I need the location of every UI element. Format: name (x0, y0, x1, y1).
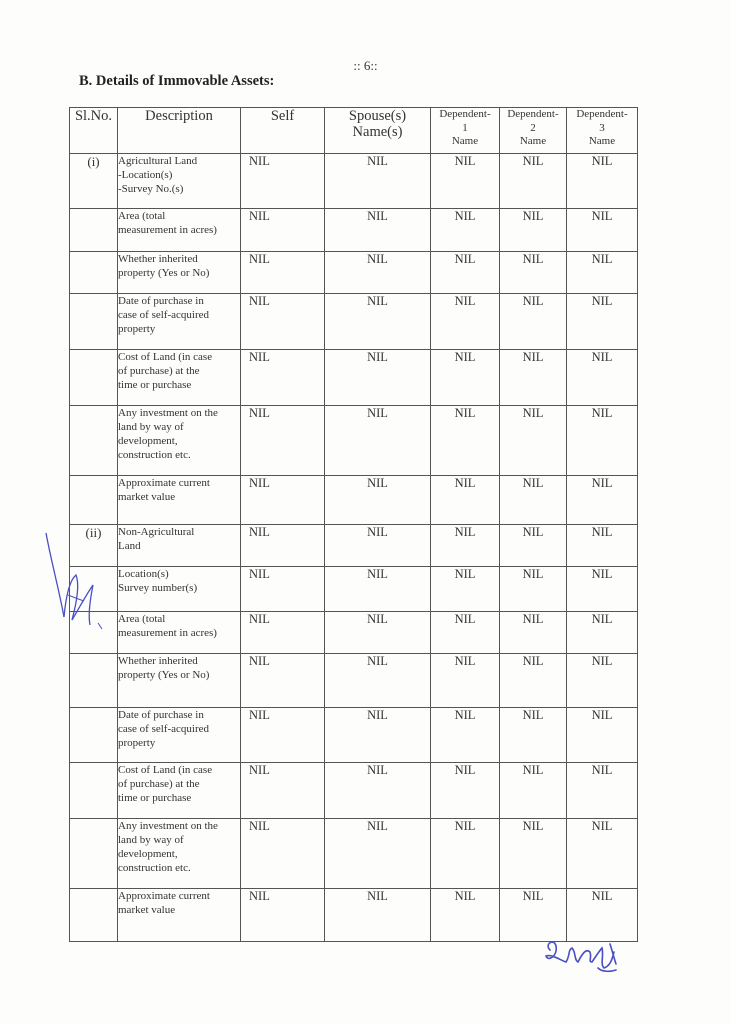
table-body (70, 154, 638, 942)
header-description: Description (118, 108, 241, 154)
table-row (70, 209, 638, 252)
value-spouse: NIL (325, 567, 431, 612)
value-dependent-3: NIL (567, 567, 638, 612)
row-description: Whether inherited property (Yes or No) (118, 252, 241, 294)
value-dependent-2: NIL (500, 406, 567, 476)
row-sl-no (70, 476, 118, 525)
value-dependent-3: NIL (567, 654, 638, 708)
value-dependent-2: NIL (500, 889, 567, 942)
value-spouse: NIL (325, 406, 431, 476)
row-description: Area (total measurement in acres) (118, 209, 241, 252)
value-dependent-2: NIL (500, 612, 567, 654)
value-spouse: NIL (325, 708, 431, 763)
value-self: NIL (241, 654, 325, 708)
value-dependent-3: NIL (567, 294, 638, 350)
row-sl-no (70, 350, 118, 406)
value-dependent-1: NIL (431, 612, 500, 654)
value-spouse: NIL (325, 350, 431, 406)
page-number: :: 6:: (353, 58, 378, 73)
table-row (70, 567, 638, 612)
header-dependent-2: Dependent- 2 Name (500, 108, 567, 154)
value-dependent-3: NIL (567, 476, 638, 525)
value-dependent-1: NIL (431, 654, 500, 708)
value-self: NIL (241, 350, 325, 406)
table-row (70, 654, 638, 708)
header-dependent-3: Dependent- 3 Name (567, 108, 638, 154)
value-self: NIL (241, 294, 325, 350)
value-dependent-3: NIL (567, 763, 638, 819)
value-dependent-3: NIL (567, 525, 638, 567)
value-dependent-1: NIL (431, 154, 500, 209)
row-description: Non-Agricultural Land (118, 525, 241, 567)
row-sl-no (70, 819, 118, 889)
value-self: NIL (241, 252, 325, 294)
value-spouse: NIL (325, 476, 431, 525)
value-spouse: NIL (325, 209, 431, 252)
value-dependent-1: NIL (431, 525, 500, 567)
value-dependent-2: NIL (500, 567, 567, 612)
value-dependent-3: NIL (567, 252, 638, 294)
value-dependent-1: NIL (431, 819, 500, 889)
value-dependent-1: NIL (431, 252, 500, 294)
value-spouse: NIL (325, 654, 431, 708)
table-row (70, 525, 638, 567)
row-sl-no (70, 294, 118, 350)
handwritten-signature (540, 930, 630, 975)
row-description: Any investment on the land by way of development, construction etc. (118, 819, 241, 889)
value-self: NIL (241, 612, 325, 654)
value-dependent-2: NIL (500, 654, 567, 708)
value-self: NIL (241, 567, 325, 612)
value-spouse: NIL (325, 294, 431, 350)
table-row (70, 350, 638, 406)
row-description: Cost of Land (in case of purchase) at the time or purchase (118, 763, 241, 819)
value-spouse: NIL (325, 525, 431, 567)
margin-initials-annotation (38, 525, 108, 645)
value-self: NIL (241, 406, 325, 476)
value-dependent-1: NIL (431, 763, 500, 819)
row-description: Approximate current market value (118, 476, 241, 525)
table-row (70, 819, 638, 889)
value-self: NIL (241, 209, 325, 252)
table-row (70, 252, 638, 294)
value-self: NIL (241, 819, 325, 889)
value-self: NIL (241, 763, 325, 819)
value-spouse: NIL (325, 763, 431, 819)
section-title: B. Details of Immovable Assets: (79, 73, 275, 89)
table-row (70, 406, 638, 476)
value-dependent-1: NIL (431, 889, 500, 942)
value-dependent-2: NIL (500, 252, 567, 294)
row-sl-no: (i) (70, 154, 118, 209)
row-description: Any investment on the land by way of development, construction etc. (118, 406, 241, 476)
row-sl-no (70, 406, 118, 476)
value-dependent-2: NIL (500, 763, 567, 819)
value-spouse: NIL (325, 154, 431, 209)
table-row (70, 476, 638, 525)
value-dependent-2: NIL (500, 476, 567, 525)
value-dependent-2: NIL (500, 350, 567, 406)
value-dependent-3: NIL (567, 708, 638, 763)
table-row (70, 708, 638, 763)
value-dependent-3: NIL (567, 209, 638, 252)
value-dependent-1: NIL (431, 209, 500, 252)
value-dependent-2: NIL (500, 209, 567, 252)
row-sl-no (70, 708, 118, 763)
value-dependent-2: NIL (500, 525, 567, 567)
row-sl-no (70, 252, 118, 294)
value-spouse: NIL (325, 612, 431, 654)
value-dependent-3: NIL (567, 819, 638, 889)
value-self: NIL (241, 525, 325, 567)
row-description: Cost of Land (in case of purchase) at the time or purchase (118, 350, 241, 406)
row-description: Whether inherited property (Yes or No) (118, 654, 241, 708)
row-description: Area (total measurement in acres) (118, 612, 241, 654)
value-dependent-1: NIL (431, 350, 500, 406)
header-dependent-1: Dependent- 1 Name (431, 108, 500, 154)
value-spouse: NIL (325, 819, 431, 889)
value-dependent-3: NIL (567, 889, 638, 942)
row-sl-no (70, 763, 118, 819)
value-self: NIL (241, 476, 325, 525)
value-dependent-3: NIL (567, 406, 638, 476)
value-dependent-1: NIL (431, 567, 500, 612)
value-dependent-1: NIL (431, 708, 500, 763)
value-dependent-2: NIL (500, 819, 567, 889)
row-sl-no (70, 209, 118, 252)
value-dependent-1: NIL (431, 406, 500, 476)
value-dependent-3: NIL (567, 154, 638, 209)
table-row (70, 154, 638, 209)
table-row (70, 612, 638, 654)
header-self: Self (241, 108, 325, 154)
row-sl-no: (ii) (70, 525, 118, 567)
value-spouse: NIL (325, 889, 431, 942)
value-dependent-1: NIL (431, 294, 500, 350)
row-description: Agricultural Land -Location(s) -Survey No.(s) (118, 154, 241, 209)
value-dependent-2: NIL (500, 294, 567, 350)
immovable-assets-table (69, 107, 638, 942)
table-row (70, 294, 638, 350)
value-self: NIL (241, 889, 325, 942)
table-row (70, 763, 638, 819)
header-spouse: Spouse(s) Name(s) (325, 108, 431, 154)
value-dependent-3: NIL (567, 350, 638, 406)
row-description: Date of purchase in case of self-acquired property (118, 294, 241, 350)
header-row (70, 108, 638, 154)
row-sl-no (70, 889, 118, 942)
value-self: NIL (241, 154, 325, 209)
row-description: Location(s) Survey number(s) (118, 567, 241, 612)
value-dependent-2: NIL (500, 154, 567, 209)
row-description: Approximate current market value (118, 889, 241, 942)
value-dependent-2: NIL (500, 708, 567, 763)
value-spouse: NIL (325, 252, 431, 294)
value-self: NIL (241, 708, 325, 763)
row-sl-no (70, 654, 118, 708)
row-description: Date of purchase in case of self-acquired property (118, 708, 241, 763)
header-sl-no: Sl.No. (70, 108, 118, 154)
value-dependent-1: NIL (431, 476, 500, 525)
value-dependent-3: NIL (567, 612, 638, 654)
